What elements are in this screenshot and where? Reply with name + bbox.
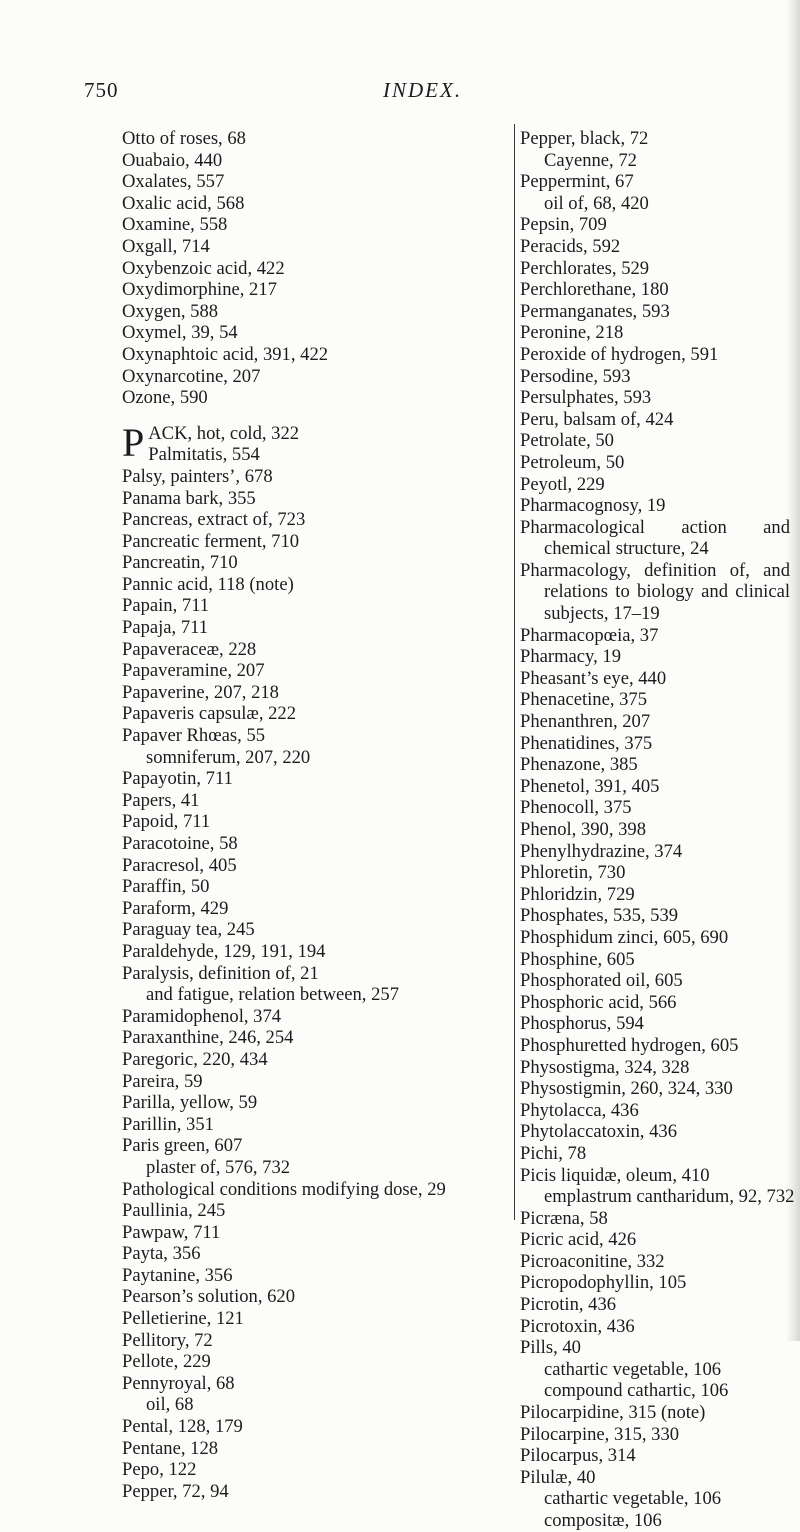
index-entry: Oxynarcotine, 207 [122, 365, 261, 387]
index-entry: Pepper, 72, 94 [122, 1480, 229, 1502]
page-header [0, 78, 800, 108]
index-entry: Peru, balsam of, 424 [520, 408, 674, 430]
index-entry: Pharmacopœia, 37 [520, 624, 659, 646]
index-entry: Oxalic acid, 568 [122, 192, 245, 214]
index-subentry: somniferum, 207, 220 [146, 746, 311, 768]
index-entry: Pharmacognosy, 19 [520, 495, 666, 517]
index-entry: Pelletierine, 121 [122, 1308, 244, 1330]
index-entry: Pentane, 128 [122, 1437, 219, 1459]
index-entry: Peppermint, 67 [520, 171, 634, 193]
index-entry: Papaveris capsulæ, 222 [122, 703, 297, 725]
index-entry: Pilocarpine, 315, 330 [520, 1423, 680, 1445]
index-entry: Pellote, 229 [122, 1351, 211, 1373]
index-subentry: cathartic vegetable, 106 [544, 1358, 722, 1380]
index-entry: Phytolacca, 436 [520, 1099, 639, 1121]
index-entry: Pancreas, extract of, 723 [122, 509, 306, 531]
index-entry: Ozone, 590 [122, 387, 208, 409]
index-entry: Papain, 711 [122, 595, 210, 617]
index-entry: Picric acid, 426 [520, 1229, 637, 1251]
index-entry: Papaverine, 207, 218 [122, 681, 279, 703]
index-entry: Oxalates, 557 [122, 171, 225, 193]
index-entry: Physostigmin, 260, 324, 330 [520, 1078, 733, 1100]
index-entry: Parillin, 351 [122, 1113, 214, 1135]
index-entry: Peyotl, 229 [520, 473, 605, 495]
index-entry: Physostigma, 324, 328 [520, 1056, 690, 1078]
index-entry: Paraffin, 50 [122, 876, 210, 898]
index-entry: Phenacetine, 375 [520, 689, 648, 711]
index-entry: Picræna, 58 [520, 1207, 608, 1229]
index-entry: Paraguay tea, 245 [122, 919, 255, 941]
index-entry: Phenatidines, 375 [520, 732, 653, 754]
index-subentry: compositæ, 106 [544, 1510, 662, 1531]
index-subentry: emplastrum cantharidum, 92, 732 [544, 1186, 795, 1208]
index-entry: Phosphidum zinci, 605, 690 [520, 926, 729, 948]
index-entry: Papaveramine, 207 [122, 660, 265, 682]
index-entry: Ouabaio, 440 [122, 149, 223, 171]
index-entry: Papaver Rhœas, 55 [122, 725, 266, 747]
index-entry: Phenanthren, 207 [520, 711, 651, 733]
index-subentry: Cayenne, 72 [544, 149, 637, 171]
index-entry: Panama bark, 355 [122, 487, 256, 509]
index-entry: Pathological conditions modifying dose, 29 [122, 1178, 446, 1200]
index-subentry: oil of, 68, 420 [544, 192, 649, 214]
index-entry: Oxybenzoic acid, 422 [122, 257, 285, 279]
index-entry: Petrolate, 50 [520, 430, 614, 452]
index-entry: Paramidophenol, 374 [122, 1005, 282, 1027]
index-entry: Oxydimorphine, 217 [122, 279, 277, 301]
index-entry: Phosphorated oil, 605 [520, 970, 683, 992]
index-entry: Pilocarpidine, 315 (note) [520, 1402, 706, 1424]
index-entry: Papayotin, 711 [122, 768, 233, 790]
index-entry: Peracids, 592 [520, 235, 621, 257]
index-entry: Paytanine, 356 [122, 1264, 233, 1286]
index-entry: Phloretin, 730 [520, 862, 626, 884]
index-entry: Pareira, 59 [122, 1070, 203, 1092]
index-entry: Picropodophyllin, 105 [520, 1272, 687, 1294]
column-rule [514, 124, 515, 1220]
index-entry-text: ACK, hot, cold, 322 [148, 422, 300, 444]
index-entry: Phosphine, 605 [520, 948, 635, 970]
index-entry: Pennyroyal, 68 [122, 1372, 235, 1394]
index-entry: Pawpaw, 711 [122, 1221, 221, 1243]
index-entry: Phloridzin, 729 [520, 883, 635, 905]
index-entry: Oxynaphtoic acid, 391, 422 [122, 343, 329, 365]
index-column-right [520, 128, 795, 1532]
index-entry: Pancreatic ferment, 710 [122, 530, 300, 552]
index-entry: Pichi, 78 [520, 1142, 587, 1164]
index-subentry: compound cathartic, 106 [544, 1380, 729, 1402]
index-entry: Pental, 128, 179 [122, 1416, 243, 1438]
index-entry: Pearson’s solution, 620 [122, 1286, 296, 1308]
index-entry: Oxgall, 714 [122, 235, 210, 257]
index-entry: Paraldehyde, 129, 191, 194 [122, 940, 326, 962]
index-subentry: cathartic vegetable, 106 [544, 1488, 722, 1510]
index-entry: Pilocarpus, 314 [520, 1445, 636, 1467]
index-entry: Pellitory, 72 [122, 1329, 213, 1351]
index-entry: Palsy, painters’, 678 [122, 465, 273, 487]
index-entry: Pilulæ, 40 [520, 1466, 596, 1488]
index-entry: Persodine, 593 [520, 365, 631, 387]
index-subentry: and fatigue, relation between, 257 [146, 984, 399, 1006]
index-entry: Phenylhydrazine, 374 [520, 840, 683, 862]
index-entry: Pepo, 122 [122, 1459, 197, 1481]
index-entry: Picis liquidæ, oleum, 410 [520, 1164, 710, 1186]
index-entry: Payta, 356 [122, 1243, 201, 1265]
running-title: INDEX. [383, 78, 463, 102]
index-entry: Phosphates, 535, 539 [520, 905, 679, 927]
index-entry: Paris green, 607 [122, 1135, 243, 1157]
index-entry: Pannic acid, 118 (note) [122, 573, 294, 595]
index-entry: Otto of roses, 68 [122, 128, 246, 149]
index-subentry: plaster of, 576, 732 [146, 1156, 291, 1178]
index-entry: Oxymel, 39, 54 [122, 322, 238, 344]
index-entry: Paracresol, 405 [122, 854, 237, 876]
index-entry: Petroleum, 50 [520, 451, 625, 473]
index-entry: Paracotoine, 58 [122, 833, 238, 854]
index-entry: Pancreatin, 710 [122, 552, 238, 574]
section-dropcap: P [122, 419, 145, 465]
index-entry: Papoid, 711 [122, 811, 211, 833]
index-entry: Perchlorates, 529 [520, 257, 650, 279]
index-entry: Picrotin, 436 [520, 1294, 617, 1316]
index-entry: Paraform, 429 [122, 897, 229, 919]
index-entry: Paullinia, 245 [122, 1200, 226, 1222]
index-entry: Phenazone, 385 [520, 754, 638, 776]
index-entry: Perchlorethane, 180 [520, 279, 669, 301]
index-entry: Oxygen, 588 [122, 300, 219, 322]
index-entry: Picroaconitine, 332 [520, 1250, 665, 1272]
index-entry: Pheasant’s eye, 440 [520, 667, 667, 689]
index-entry: Pharmacy, 19 [520, 646, 622, 668]
index-subentry: Palmitatis, 554 [148, 444, 260, 466]
index-entry: Paralysis, definition of, 21 [122, 962, 319, 984]
index-column-left [122, 128, 512, 1502]
index-entry: Permanganates, 593 [520, 300, 670, 322]
page-number: 750 [84, 78, 119, 102]
index-subentry: oil, 68 [146, 1394, 194, 1416]
index-entry: Phosphoric acid, 566 [520, 991, 677, 1013]
index-entry: Peronine, 218 [520, 322, 624, 344]
index-entry: Pills, 40 [520, 1337, 581, 1359]
index-entry: Pepper, black, 72 [520, 128, 649, 149]
index-entry: Phosphuretted hydrogen, 605 [520, 1034, 739, 1056]
index-entry: Papaveraceæ, 228 [122, 638, 257, 660]
index-entry: Papers, 41 [122, 789, 200, 811]
index-entry: Pharmacology, definition of, and relations to biology and clinical subjects, 17–19 [520, 559, 790, 625]
index-entry: Phytolaccatoxin, 436 [520, 1121, 677, 1143]
index-entry: Phosphorus, 594 [520, 1013, 644, 1035]
index-entry: Phenetol, 391, 405 [520, 775, 660, 797]
index-entry: Phenocoll, 375 [520, 797, 632, 819]
index-entry: Parilla, yellow, 59 [122, 1092, 258, 1114]
index-entry: Papaja, 711 [122, 617, 209, 639]
index-entry: Peroxide of hydrogen, 591 [520, 343, 719, 365]
index-entry: Persulphates, 593 [520, 387, 652, 409]
index-entry: Picrotoxin, 436 [520, 1315, 635, 1337]
index-entry: Pepsin, 709 [520, 214, 607, 236]
index-entry: Phenol, 390, 398 [520, 819, 647, 840]
index-entry: Paregoric, 220, 434 [122, 1048, 268, 1070]
index-entry: Paraxanthine, 246, 254 [122, 1027, 294, 1049]
index-entry: Oxamine, 558 [122, 214, 228, 236]
index-entry: Pharmacological action and chemical structure, 24 [520, 516, 790, 560]
